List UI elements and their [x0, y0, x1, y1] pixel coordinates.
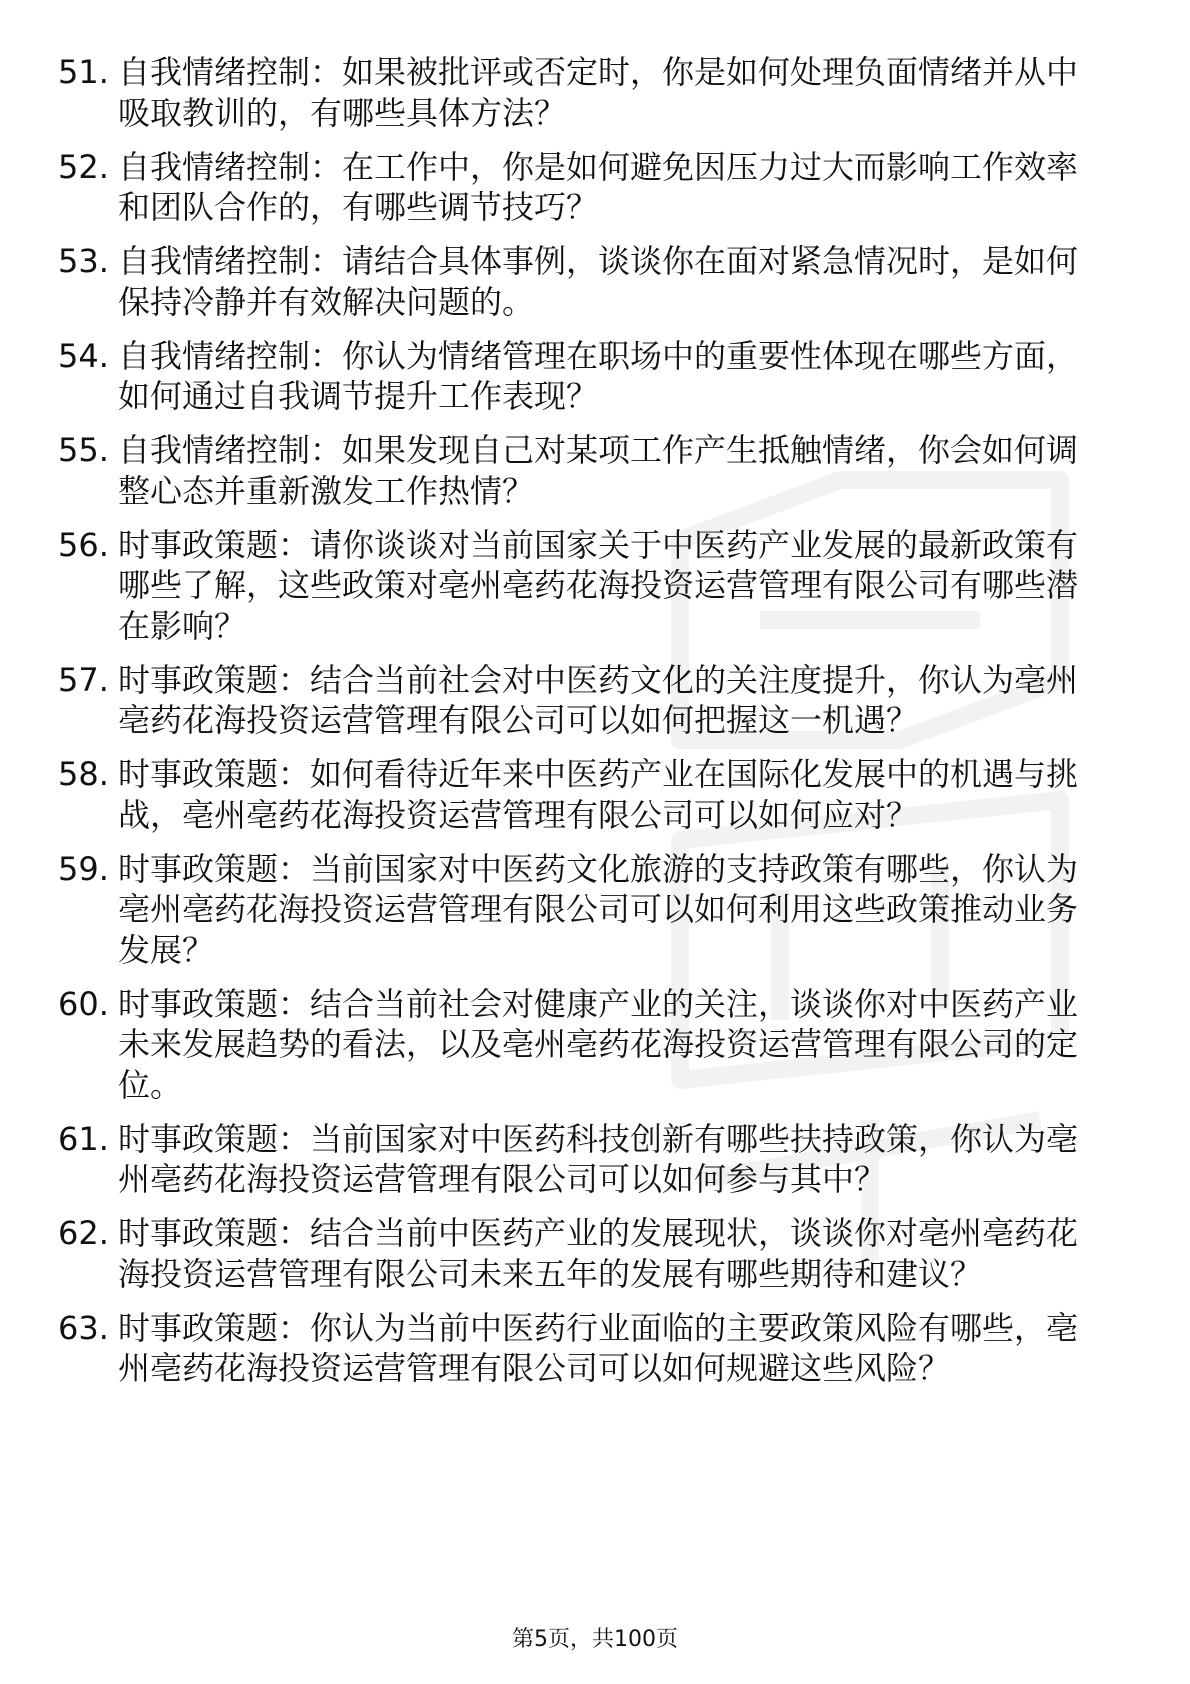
list-item [58, 241, 1108, 322]
question-text: 时事政策题：请你谈谈对当前国家关于中医药产业发展的最新政策有哪些了解，这些政策对亳州亳药花海投资运营管理有限公司有哪些潜在影响？ [118, 525, 1079, 645]
question-number: 62. [58, 1214, 109, 1252]
question-text: 时事政策题：当前国家对中医药科技创新有哪些扶持政策，你认为亳州亳药花海投资运营管理有限公司可以如何参与其中？ [118, 1119, 1079, 1198]
question-text: 时事政策题：你认为当前中医药行业面临的主要政策风险有哪些，亳州亳药花海投资运营管理有限公司可以如何规避这些风险？ [118, 1308, 1079, 1387]
question-number: 53. [58, 242, 109, 280]
question-number: 63. [58, 1308, 109, 1347]
list-item [58, 147, 1108, 228]
page-footer: 第5页，共100页 [512, 1627, 678, 1652]
list-item [58, 336, 1108, 417]
question-text: 自我情绪控制：如果发现自己对某项工作产生抵触情绪，你会如何调整心态并重新激发工作热情？ [118, 431, 1079, 510]
question-text: 自我情绪控制：你认为情绪管理在职场中的重要性体现在哪些方面，如何通过自我调节提升工作表现？ [118, 336, 1079, 415]
question-number: 51. [58, 53, 109, 91]
question-text: 时事政策题：当前国家对中医药文化旅游的支持政策有哪些，你认为亳州亳药花海投资运营管理有限公司可以如何利用这些政策推动业务发展？ [118, 849, 1079, 969]
list-item [58, 430, 1108, 511]
list-item [58, 754, 1108, 835]
list-item [58, 52, 1108, 133]
question-number: 61. [58, 1119, 109, 1158]
question-text: 时事政策题：如何看待近年来中医药产业在国际化发展中的机遇与挑战，亳州亳药花海投资运营管理有限公司可以如何应对？ [118, 755, 1079, 834]
question-number: 59. [58, 849, 109, 888]
list-item [58, 984, 1108, 1106]
list-item [58, 1213, 1108, 1294]
list-item [58, 1308, 1108, 1389]
question-number: 56. [58, 525, 109, 564]
question-number: 55. [58, 431, 109, 469]
question-list [58, 52, 1108, 1402]
question-number: 60. [58, 984, 109, 1023]
question-number: 54. [58, 336, 109, 375]
question-number: 52. [58, 147, 109, 186]
question-number: 58. [58, 755, 109, 793]
question-text: 自我情绪控制：如果被批评或否定时，你是如何处理负面情绪并从中吸取教训的，有哪些具体方法？ [118, 53, 1079, 132]
list-item [58, 849, 1108, 971]
question-number: 57. [58, 660, 109, 699]
list-item [58, 525, 1108, 647]
question-text: 时事政策题：结合当前社会对中医药文化的关注度提升，你认为亳州亳药花海投资运营管理有限公司可以如何把握这一机遇？ [118, 660, 1079, 739]
question-text: 时事政策题：结合当前中医药产业的发展现状，谈谈你对亳州亳药花海投资运营管理有限公司未来五年的发展有哪些期待和建议？ [118, 1214, 1079, 1293]
list-item [58, 1119, 1108, 1200]
question-text: 自我情绪控制：在工作中，你是如何避免因压力过大而影响工作效率和团队合作的，有哪些调节技巧？ [118, 147, 1079, 226]
question-text: 时事政策题：结合当前社会对健康产业的关注，谈谈你对中医药产业未来发展趋势的看法，以及亳州亳药花海投资运营管理有限公司的定位。 [118, 984, 1079, 1104]
question-text: 自我情绪控制：请结合具体事例，谈谈你在面对紧急情况时，是如何保持冷静并有效解决问题的。 [118, 242, 1079, 321]
list-item [58, 660, 1108, 741]
